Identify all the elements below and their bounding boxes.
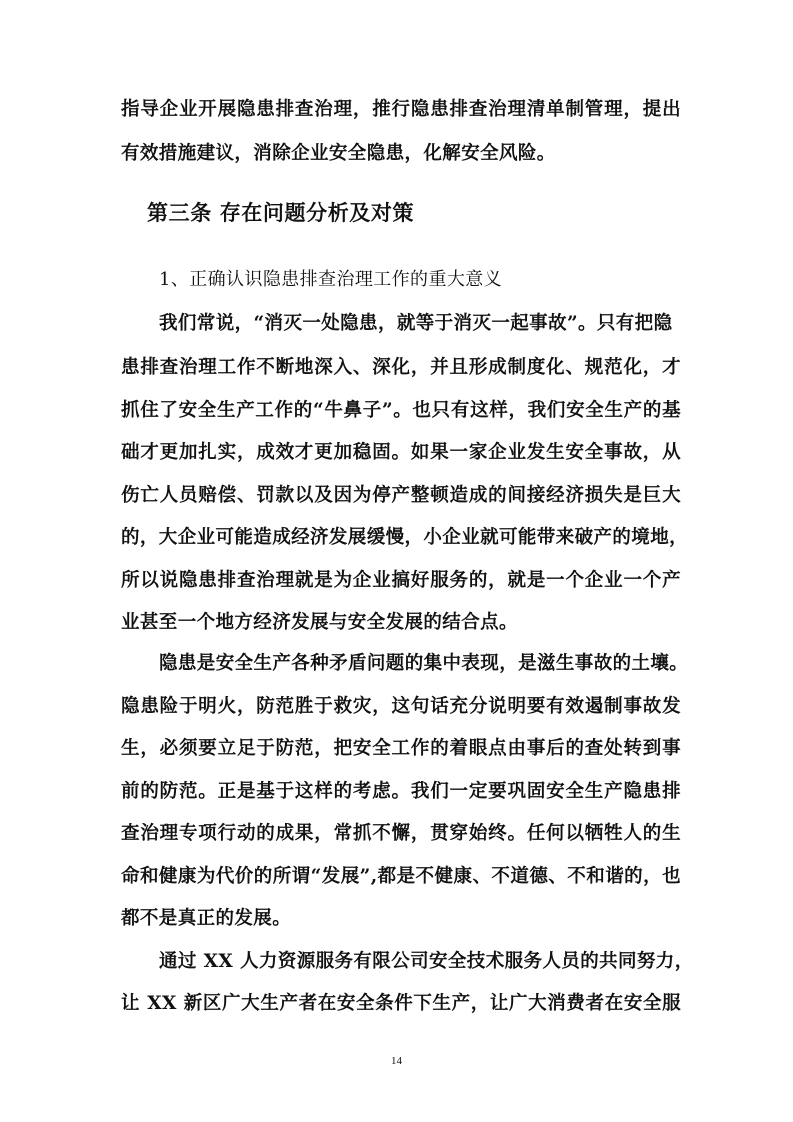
body-line: 前的防范。正是基于这样的考虑。我们一定要巩固安全生产隐患排 <box>121 781 681 802</box>
body-line: 通过 XX 人力资源服务有限公司安全技术服务人员的共同努力， <box>159 951 694 972</box>
body-line: 都不是真正的发展。 <box>121 908 292 929</box>
body-line: 隐患是安全生产各种矛盾问题的集中表现，是滋生事故的土壤。 <box>159 653 689 674</box>
body-line: 抓住了安全生产工作的“牛鼻子”。也只有这样，我们安全生产的基 <box>121 400 681 421</box>
subsection-heading: 1、正确认识隐患排查治理工作的重大意义 <box>159 269 503 290</box>
body-line: 患排查治理工作不断地深入、深化，并且形成制度化、规范化，才 <box>121 357 681 378</box>
body-line: 我们常说，“消灭一处隐患，就等于消灭一起事故”。只有把隐 <box>159 313 673 334</box>
body-line: 让 XX 新区广大生产者在安全条件下生产，让广大消费者在安全服 <box>121 993 681 1014</box>
body-line: 有效措施建议，消除企业安全隐患，化解安全风险。 <box>121 143 556 164</box>
body-line: 础才更加扎实，成效才更加稳固。如果一家企业发生安全事故，从 <box>121 442 681 463</box>
body-line: 所以说隐患排查治理就是为企业搞好服务的，就是一个企业一个产 <box>121 570 681 591</box>
body-line: 伤亡人员赔偿、罚款以及因为停产整顿造成的间接经济损失是巨大 <box>121 485 681 506</box>
body-line: 业甚至一个地方经济发展与安全发展的结合点。 <box>121 612 518 633</box>
body-line: 查治理专项行动的成果，常抓不懈，贯穿始终。任何以牺牲人的生 <box>121 823 681 844</box>
section-heading: 第三条 存在问题分析及对策 <box>147 200 415 225</box>
body-line: 生，必须要立足于防范，把安全工作的着眼点由事后的查处转到事 <box>121 738 681 759</box>
body-line: 命和健康为代价的所谓“发展”,都是不健康、不道德、不和谐的，也 <box>121 866 681 887</box>
body-line: 指导企业开展隐患排查治理，推行隐患排查治理清单制管理，提出 <box>121 99 681 120</box>
body-line: 的，大企业可能造成经济发展缓慢，小企业就可能带来破产的境地， <box>121 527 689 548</box>
page-number: 14 <box>391 1055 402 1067</box>
body-line: 隐患险于明火，防范胜于救灾，这句话充分说明要有效遏制事故发 <box>121 696 681 717</box>
